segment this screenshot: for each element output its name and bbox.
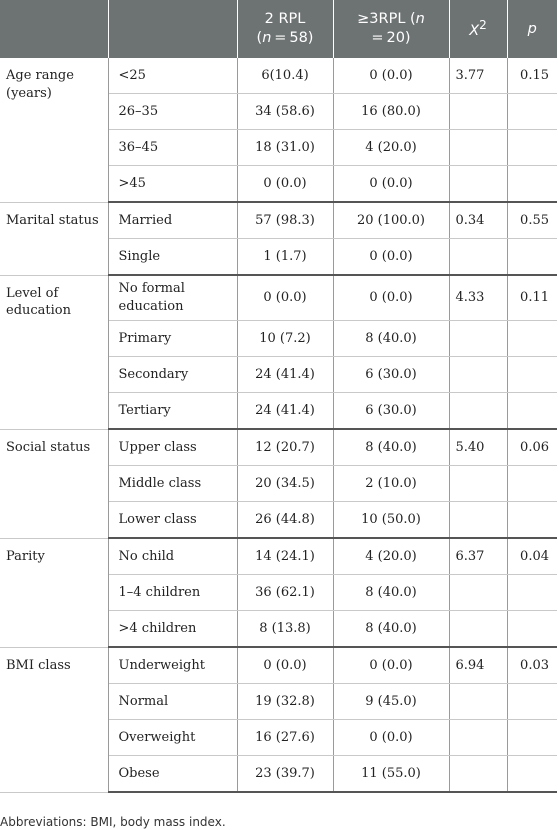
rpl2-cell: 6(10.4): [237, 58, 333, 94]
p-value-cell: 0.04: [507, 538, 557, 575]
rpl2-cell: 16 (27.6): [237, 720, 333, 756]
chi-square-cell: 6.94: [449, 647, 507, 684]
chi-square-cell: [449, 321, 507, 357]
rpl3-cell: 8 (40.0): [333, 429, 449, 466]
category-cell: Secondary: [108, 357, 237, 393]
rpl3-cell: 6 (30.0): [333, 357, 449, 393]
category-cell: Normal: [108, 684, 237, 720]
p-value-cell: 0.06: [507, 429, 557, 466]
category-cell: Obese: [108, 756, 237, 793]
category-cell: Upper class: [108, 429, 237, 466]
chi-square-cell: [449, 756, 507, 793]
category-cell: Middle class: [108, 466, 237, 502]
chi-square-cell: [449, 357, 507, 393]
rpl3-cell: 4 (20.0): [333, 538, 449, 575]
header-3rpl: ≥3RPL (n = 20): [333, 0, 449, 58]
chi-square-cell: [449, 130, 507, 166]
chi-square-cell: 4.33: [449, 275, 507, 321]
category-cell: Underweight: [108, 647, 237, 684]
header-2rpl: 2 RPL (n = 58): [237, 0, 333, 58]
p-value-cell: [507, 466, 557, 502]
rpl2-cell: 12 (20.7): [237, 429, 333, 466]
table-row: [0, 202, 557, 239]
category-cell: Married: [108, 202, 237, 239]
rpl3-cell: 0 (0.0): [333, 58, 449, 94]
chi-square-cell: 0.34: [449, 202, 507, 239]
p-value-cell: [507, 357, 557, 393]
p-label: p: [527, 20, 537, 37]
rpl3-cell: 11 (55.0): [333, 756, 449, 793]
rpl3-cell: 0 (0.0): [333, 647, 449, 684]
rpl2-cell: 57 (98.3): [237, 202, 333, 239]
p-value-cell: 0.11: [507, 275, 557, 321]
rpl2-cell: 0 (0.0): [237, 166, 333, 203]
p-value-cell: [507, 94, 557, 130]
rpl3-cell: 0 (0.0): [333, 275, 449, 321]
rpl2-cell: 14 (24.1): [237, 538, 333, 575]
category-cell: 26–35: [108, 94, 237, 130]
rpl2-cell: 36 (62.1): [237, 575, 333, 611]
rpl2-cell: 0 (0.0): [237, 275, 333, 321]
p-value-cell: [507, 130, 557, 166]
header-p: [507, 0, 557, 58]
table-row: [0, 58, 557, 94]
category-cell: No formal education: [108, 275, 237, 321]
category-cell: 1–4 children: [108, 575, 237, 611]
table-row: [0, 429, 557, 466]
p-value-cell: [507, 393, 557, 430]
category-cell: Lower class: [108, 502, 237, 539]
chi-square-cell: 6.37: [449, 538, 507, 575]
table-body: [0, 58, 557, 792]
group-label: Age range (years): [0, 58, 108, 202]
header-group: [0, 0, 108, 58]
category-cell: No child: [108, 538, 237, 575]
rpl2-cell: 26 (44.8): [237, 502, 333, 539]
rpl2-cell: 24 (41.4): [237, 393, 333, 430]
group-label: BMI class: [0, 647, 108, 792]
chi-square-cell: [449, 466, 507, 502]
chi-square-cell: [449, 393, 507, 430]
group-label: Social status: [0, 429, 108, 538]
rpl3-cell: 0 (0.0): [333, 166, 449, 203]
rpl3-cell: 0 (0.0): [333, 239, 449, 276]
rpl2-cell: 24 (41.4): [237, 357, 333, 393]
rpl2-cell: 10 (7.2): [237, 321, 333, 357]
category-cell: >45: [108, 166, 237, 203]
footnote: Abbreviations: BMI, body mass index.: [0, 815, 226, 829]
category-cell: Tertiary: [108, 393, 237, 430]
rpl3-cell: 6 (30.0): [333, 393, 449, 430]
p-value-cell: 0.15: [507, 58, 557, 94]
rpl3-cell: 16 (80.0): [333, 94, 449, 130]
rpl3-cell: 20 (100.0): [333, 202, 449, 239]
p-value-cell: 0.55: [507, 202, 557, 239]
header-category: [108, 0, 237, 58]
chi-square-cell: [449, 611, 507, 648]
p-value-cell: [507, 611, 557, 648]
p-value-cell: [507, 321, 557, 357]
chi-square-cell: [449, 502, 507, 539]
p-value-cell: [507, 166, 557, 203]
chi-square-cell: 3.77: [449, 58, 507, 94]
chi-square-cell: [449, 684, 507, 720]
category-cell: 36–45: [108, 130, 237, 166]
chi-sup: 2: [479, 17, 487, 32]
chi-square-cell: [449, 575, 507, 611]
p-value-cell: 0.03: [507, 647, 557, 684]
rpl3-cell: 8 (40.0): [333, 575, 449, 611]
rpl2-cell: 19 (32.8): [237, 684, 333, 720]
rpl3-cell: 0 (0.0): [333, 720, 449, 756]
category-cell: Single: [108, 239, 237, 276]
group-label: Parity: [0, 538, 108, 647]
rpl2-cell: 23 (39.7): [237, 756, 333, 793]
p-value-cell: [507, 720, 557, 756]
rpl3-cell: 8 (40.0): [333, 321, 449, 357]
rpl3-cell: 9 (45.0): [333, 684, 449, 720]
rpl3-cell: 2 (10.0): [333, 466, 449, 502]
category-cell: >4 children: [108, 611, 237, 648]
table-header: [0, 0, 557, 58]
category-cell: Overweight: [108, 720, 237, 756]
table-row: [0, 538, 557, 575]
table-row: [0, 275, 557, 321]
rpl2-cell: 0 (0.0): [237, 647, 333, 684]
rpl2-cell: 20 (34.5): [237, 466, 333, 502]
group-label: Level of education: [0, 275, 108, 429]
chi-square-cell: [449, 166, 507, 203]
group-label: Marital status: [0, 202, 108, 275]
category-cell: Primary: [108, 321, 237, 357]
rpl2-cell: 18 (31.0): [237, 130, 333, 166]
chi-square-cell: [449, 94, 507, 130]
rpl2-cell: 8 (13.8): [237, 611, 333, 648]
chi-square-cell: 5.40: [449, 429, 507, 466]
rpl3-cell: 8 (40.0): [333, 611, 449, 648]
p-value-cell: [507, 756, 557, 793]
p-value-cell: [507, 575, 557, 611]
p-value-cell: [507, 502, 557, 539]
chi-square-cell: [449, 720, 507, 756]
rpl2-cell: 1 (1.7): [237, 239, 333, 276]
chi-label: X: [469, 22, 480, 39]
table-row: [0, 647, 557, 684]
header-row: [0, 0, 557, 58]
p-value-cell: [507, 684, 557, 720]
header-chi-square: [449, 0, 507, 58]
chi-square-cell: [449, 239, 507, 276]
category-cell: <25: [108, 58, 237, 94]
rpl3-cell: 10 (50.0): [333, 502, 449, 539]
rpl3-cell: 4 (20.0): [333, 130, 449, 166]
p-value-cell: [507, 239, 557, 276]
rpl2-cell: 34 (58.6): [237, 94, 333, 130]
